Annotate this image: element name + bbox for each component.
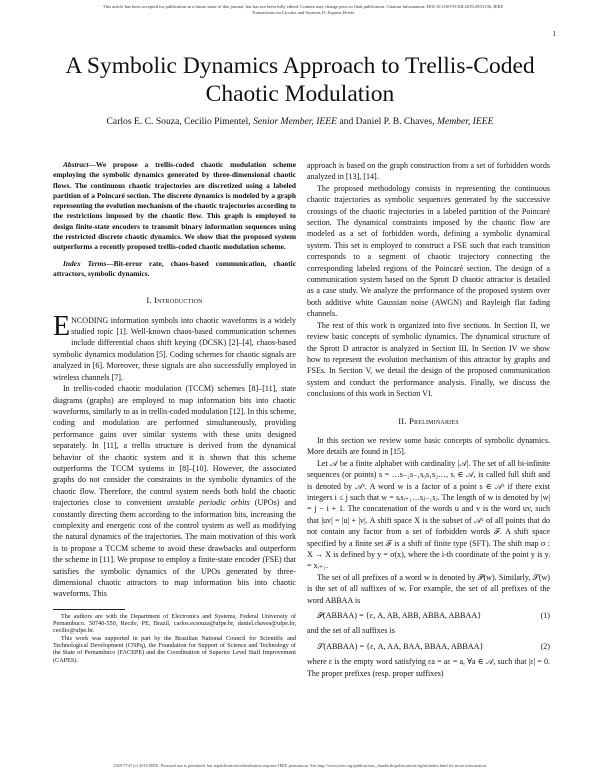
pimentel-role: Senior Member, IEEE	[253, 116, 338, 127]
footnote-affiliation: The authors are with the Department of Electronics and Systems, Federal University of Pernambuco. 50740-550, Recife, PE, Brazil, carlos.ecsouza@ufpe.br, daniel.chaves@ufpe.br, cecilio@ufpe.br.	[53, 612, 296, 635]
index-terms-text: Bit-error rate, chaos-based communication, chaotic attractors, symbolic dynamics.	[53, 258, 296, 278]
publication-notice	[38, 4, 568, 16]
methodology-paragraph: The proposed methodology consists in representing the continuous chaotic trajectories as symbolic sequences generated by the successive crossings of the chaotic trajectories in a labeled partition of the Poincaré section. The dynamical constraints imposed by the chaotic flow are modeled as a set of forbidden words, defining a symbolic dynamical system. This set is employed to construct a FSE such that each transition corresponds to a segment of chaotic trajectory connecting the corresponding labeled regions of the Poincaré section. The design of a communication system based on the Sprott D chaotic attractor is detailed as a case study. We analyze the performance of the proposed system over both additive white Gaussian noise (AWGN) and Rayleigh flat fading channels.	[307, 183, 550, 319]
left-column	[53, 160, 296, 664]
intro-continuation: approach is based on the graph construction from a set of forbidden words analyzed in [13], [14].	[307, 161, 550, 182]
author-names: Carlos E. C. Souza, Cecilio Pimentel,	[106, 116, 251, 127]
abstract	[53, 160, 296, 253]
equation-2-number: (2)	[540, 641, 550, 651]
abstract-text: We propose a trellis-coded chaotic modulation scheme employing the symbolic dynamics generated by three-dimensional chaotic flows. The continuous chaotic trajectories are discretized using a labeled partition of a Poincaré section. The discrete dynamics is modeled by a graph representing the evolution mechanism of the chaotic trajectories according to the restrictions imposed by the chaotic flow. This graph is employed to design finite-state encoders to transmit binary information sequences using the restricted discrete chaotic dynamics. We show that the proposed system outperforms a recently proposed trellis-coded chaotic modulation scheme.	[53, 160, 296, 252]
drop-cap: E	[53, 310, 71, 342]
section-heading-introduction: I. Introduction	[146, 295, 203, 306]
footnote-funding: This work was supported in part by the Brazilian National Council for Scientific and Technological Development (CNPq), the Foundation for Support of Science and Technology of the State of Pernambuco (FACEPE) and the Coordination of Superior Level Staff Improvement (CAPES).	[53, 634, 296, 664]
organization-paragraph: The rest of this work is organized into five sections. In Section II, we review basic concepts of symbolic dynamics. The dynamical structure of the Sprott D attractor is analyzed in Section III. In Section IV we show how to represent the evolution mechanism of this attractor by graphs and FSEs. In Section V, we detail the design of the proposed communication system and conduct the performance analysis. Finally, we discuss the conclusions of this work in Section VI.	[307, 320, 550, 399]
upo-term: unstable periodic orbits	[166, 498, 250, 508]
suffix-paragraph: and the set of all suffixes is	[307, 626, 395, 636]
section-heading-preliminaries: II. Preliminaries	[398, 415, 459, 426]
equation-2	[307, 637, 550, 656]
copyright-footer: 1549-7747 (c) 2019 IEEE. Personal use is permitted, but republication/redistribution requires IEEE permission. See http://www.ieee.org/publications_standards/publications/rights/index.html for more information.	[113, 763, 487, 768]
equation-1-number: (1)	[540, 611, 550, 621]
definitions-paragraph: Let 𝒜 be a finite alphabet with cardinality |𝒜|. The set of all bi-infinite sequences (or points) s = …s₋₂s₋₁s₀s₁s₂…, sᵢ ∈ 𝒜, is called full shift and is denoted by 𝒜ᶻ. A word w is a factor of a point s ∈ 𝒜ᶻ if there exist integers i ≤ j such that w = sᵢsᵢ₊₁…sⱼ₋₁sⱼ. The length of w is denoted by |w| = j − i + 1. The concatenation of the words u and v is the word uv, such that |uv| = |u| + |v|. A shift space X is the subset of 𝒜ᶻ of all points that do not contain any factor from a set of forbidden words ℱ. A shift space specified by a finite set ℱ is a shift of finite type (SFT). The shift map σ : X → X is defined by y = σ(x), where the i-th coordinate of the point y is yᵢ = xᵢ₊₁.	[307, 458, 550, 571]
notice-line-1: This article has been accepted for publication in a future issue of this journal, but has not been fully edited. Content may change prior to final publication. Citation information: DOI 10.1109/TCSII.2019.2953136, IEEE	[102, 4, 504, 9]
footnote-divider	[53, 609, 125, 610]
intro-paragraph-1-text: NCODING information symbols into chaotic waveforms is a widely studied topic [1]. Well-known chaos-based communication schemes include differential chaos shift keying (DCSK) [2]–[4], chaos-based symbolic dynamics modulation [5]. Coding schemes for chaotic signals are analyzed in [6]. Moreover, these signals are also successfully employed in wireless channels [7].	[53, 315, 296, 382]
right-column	[307, 160, 550, 679]
equation-1	[307, 606, 550, 625]
preliminaries-intro: In this section we review some basic concepts of symbolic dynamics. More details are found in [15].	[307, 435, 550, 457]
empty-word-paragraph: where ε is the empty word satisfying εa = aε = a, ∀a ∈ 𝒜, such that |ε| = 0. The proper prefixes (resp. proper suffixes)	[307, 657, 550, 678]
equation-2-body: 𝒮(ABBAA) = {ε, A, AA, BAA, BBAA, ABBAA}	[317, 641, 484, 651]
index-terms-label: Index Terms—	[63, 258, 114, 268]
prefix-paragraph: The set of all prefixes of a word w is denoted by 𝒫(w). Similarly, 𝒮(w) is the set of all suffixes of w. For example, the set of all prefixes of the word ABBAA is	[307, 572, 550, 605]
page-number: 1	[552, 30, 556, 38]
index-terms	[53, 259, 296, 280]
intro-paragraph-2-text-a: In trellis-coded chaotic modulation (TCCM) schemes [8]–[11], state diagrams (graphs) are employed to map information bits into chaotic waveforms, similarly to as in trellis-coded modulation [12]. In this scheme, coding and modulation are performed simultaneously, providing performance gains over similar systems with these units designed separately. In [11], a trellis structure is derived from the dynamical behavior of the chaotic system and it is shown that this scheme outperforms the TCCM systems in [8]–[10]. However, the associated graphs do not consider the constraints in the symbolic dynamics of the chaotic flow. Therefore, the control system needs both hold the chaotic trajectories close to convenient	[53, 384, 296, 508]
intro-paragraph-2-text-b: (UPOs) and constantly directing them according to the information bits, increasing the complexity and energetic cost of the control system as well as modifying the natural dynamics of the trajectories. The main motivation of this work is to propose a TCCM scheme to avoid these drawbacks and outperform the scheme in [11]. We propose to employ a finite-state encoder (FSE) that satisfies the symbolic dynamics of the UPOs generated by three-dimensional chaotic attractors to map information bits into chaotic waveforms. This	[53, 498, 297, 599]
intro-paragraph-2	[53, 383, 296, 600]
author-line	[40, 116, 560, 127]
equation-1-body: 𝒫(ABBAA) = {ε, A, AB, ABB, ABBA, ABBAA}	[317, 611, 482, 621]
notice-line-2: Transactions on Circuits and Systems II: Express Briefs	[251, 10, 355, 15]
paper-title: A Symbolic Dynamics Approach to Trellis-Coded Chaotic Modulation	[65, 53, 535, 107]
abstract-label: Abstract—	[63, 160, 96, 169]
intro-paragraph-1	[53, 310, 296, 383]
author-chaves: and Daniel P. B. Chaves,	[339, 116, 435, 127]
chaves-role: Member, IEEE	[436, 116, 494, 127]
